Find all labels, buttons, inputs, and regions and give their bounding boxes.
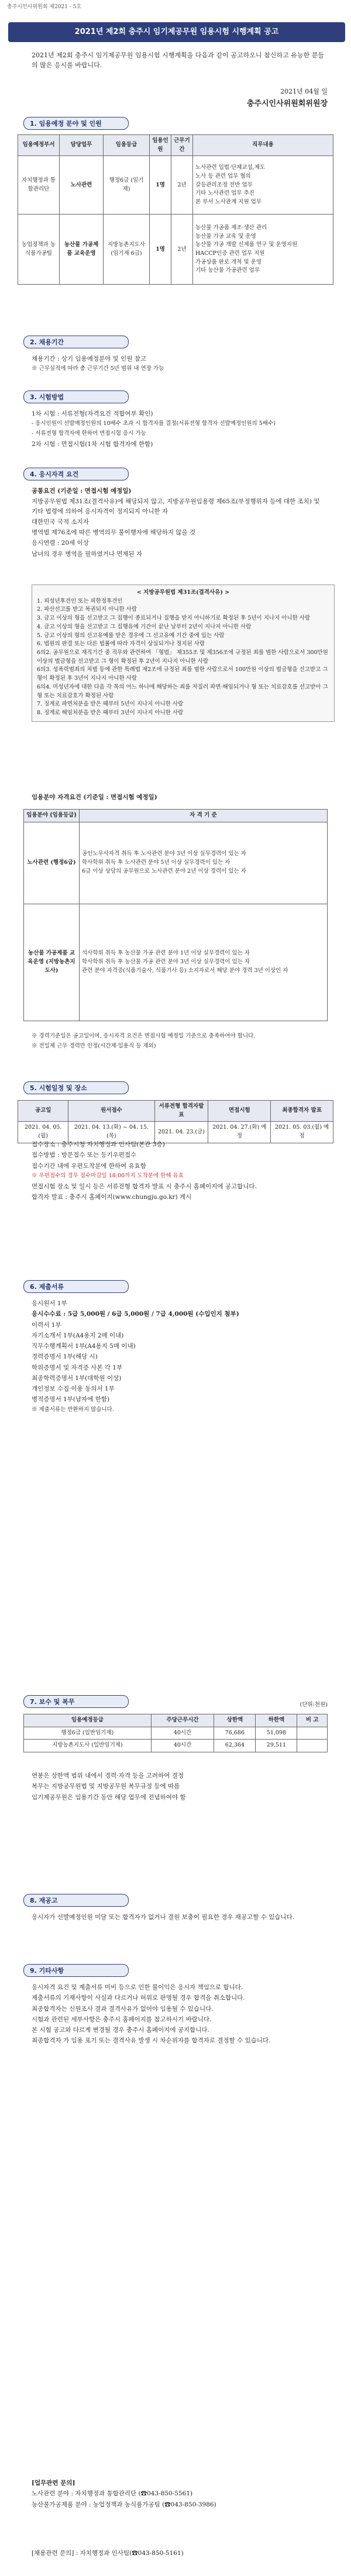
cell-count: 1명 [150, 215, 171, 285]
para: 직무수행계획서 1부(A4용지 5매 이내) [32, 1343, 136, 1350]
para: 합격자 발표 : 충주시 홈페이지(www.chungju.go.kr) 게시 [32, 1193, 192, 1201]
para: 남녀의 경우 병역을 필하였거나 면제된 자 [32, 550, 143, 558]
para: ※ 우편접수의 경우 접수마감일 18:00까지 도착분에 한해 유효 [32, 1172, 184, 1179]
cell: 2021. 04. 27.(화) 예정 [208, 1122, 271, 1143]
schedule-table [18, 1100, 333, 1143]
cell-duties [193, 156, 333, 215]
cell-duties [193, 215, 333, 285]
disq-item: 6. 법원의 판결 또는 다른 법률에 따라 자격이 상실되거나 정지된 사람 [37, 641, 205, 648]
para: 경력증명서 1부(해당 시) [32, 1353, 98, 1361]
th-task: 담당업무 [60, 135, 104, 156]
cell: 2021. 04. 05.(월) [18, 1122, 68, 1143]
para: ※ 근무실적에 따라 총 근무기간 5년 범위 내 연장 가능 [32, 365, 164, 372]
section-2-heading: 2. 채용기간 [23, 336, 129, 348]
criteria-item: 6급 이상 상당의 공무원으로 노사관련 분야 2년 이상 경력이 있는 자 [82, 867, 246, 874]
table-row [24, 1740, 328, 1752]
para: 응시연령 : 20세 이상 [32, 540, 89, 547]
table-row [24, 1727, 328, 1740]
th-hours: 주당근무시간 [151, 1714, 214, 1727]
th-field: 임용분야 (임용등급) [24, 810, 80, 822]
para: 응시원서 1부 [32, 1300, 67, 1307]
cell-grade: 지방농촌지도사 (임기제 6급) [104, 215, 150, 285]
para: 이력서 1부 [32, 1321, 61, 1329]
cell-dept: 농업정책과 농식품가공팀 [18, 215, 60, 285]
duty-item: 기타 노사관련 업무 추진 [195, 190, 254, 197]
duty-item: 농산물 가공 교육 및 운영 [195, 233, 256, 240]
para: 1차 시험 : 서류전형(자격요건 적합여부 확인) [32, 410, 153, 417]
para: - 서류전형 합격자에 한하여 면접시험 응시 가능 [32, 430, 146, 437]
th-criteria: 자 격 기 준 [80, 810, 328, 822]
disq-item: 6의4. 미성년자에 대한 다음 각 목의 어느 하나에 해당하는 죄를 저질러 파면·해임되거나 형 또는 치료감호를 선고받아 그 형 또는 치료감호가 확정된 사람 [37, 683, 328, 699]
section-6-heading: 6. 제출서류 [23, 1280, 129, 1293]
para: 제출서류의 기재사항이 사실과 다르거나 허위로 판명될 경우 합격을 취소합니다. [32, 1994, 245, 2002]
para: 접수기간 내에 우편도착분에 한하여 유효함 [32, 1162, 146, 1170]
para: 응시자가 선발예정인원 미달 또는 합격자가 없거나 결원 보충이 필요한 경우 재공고할 수 있습니다. [32, 1914, 295, 1921]
th-max: 상한액 [214, 1714, 256, 1727]
disq-item: 2. 파산선고를 받고 복권되지 아니한 사람 [37, 606, 137, 613]
header-topline: 충주시인사위원회 제2021 - 5호 [7, 4, 82, 10]
criteria-item: 공인노무사자격 취득 후 노사관련 분야 3년 이상 실무경력이 있는 자 [82, 850, 247, 857]
cell: 2021. 05. 03.(월) 예정 [271, 1122, 333, 1143]
th-doc-pass: 서류전형 합격자발표 [154, 1101, 208, 1122]
th-announce: 공고일 [18, 1101, 68, 1122]
th-duties: 직무내용 [193, 135, 333, 156]
cell: 62,364 [214, 1740, 256, 1752]
para: 임기제공무원은 임용기간 동안 해당 업무에 전념하여야 함 [32, 1793, 186, 1801]
notice-date: 2021년 04월 일 [280, 88, 328, 95]
section-1-heading: 1. 임용예정 분야 및 인원 [23, 117, 129, 130]
para: 응시자격 요건 및 제출서류 미비 등으로 인한 불이익은 응시자 책임으로 합니다. [32, 1984, 243, 1991]
th-grade: 임용등급 [104, 135, 150, 156]
duty-item: 기타 농산물 가공관련 업무 [195, 267, 260, 274]
section-4-notes [32, 1032, 324, 1052]
section-8-body [32, 1913, 324, 1923]
para: 대한민국 국적 소지자 [32, 518, 89, 525]
para: 2차 시험 : 면접시험(1차 시험 합격자에 한함) [32, 440, 153, 448]
cell-count: 1명 [150, 156, 171, 215]
duty-item: 농산물 가공 개발 신제품 연구 및 운영지원 [195, 241, 298, 248]
cell: 2021. 04. 23.(금) [154, 1122, 208, 1143]
section-7-body [32, 1771, 324, 1803]
para: 면접시험 장소 및 일시 등은 서류전형 합격자 발표 시 충주시 홈페이지에 공고합니다. [32, 1182, 257, 1190]
section-9-heading: 9. 기타사항 [23, 1964, 129, 1977]
page-title: 2021년 제2회 충주시 임기제공무원 임용시험 시행계획 공고 [8, 22, 345, 42]
cell: 29,511 [256, 1740, 297, 1752]
para: 채용기간 : 상기 임용예정분야 및 인원 참고 [32, 355, 146, 362]
duty-item: 노사 등 관련 업무 협의 [195, 172, 251, 179]
unit-label: (단위:천원) [300, 1702, 328, 1708]
disq-item: 5. 금고 이상의 형의 선고유예를 받은 경우에 그 선고유예 기간 중에 있는 사람 [37, 632, 225, 639]
th-period: 근무기간 [171, 135, 193, 156]
para: 본 시험 공고와 다르게 변경될 경우 충주시 홈페이지에 공지합니다. [32, 2027, 209, 2034]
contact-item: 노사관련 분야 : 자치행정과 통합관리단 (☎043-850-5561) [32, 2490, 193, 2498]
para: 병적증명서 1부(남자에 한함) [32, 1396, 110, 1403]
para: 지방공무원법 제31조(결격사유)에 해당되지 않고, 지방공무원임용령 제65조(부정행위자 등에 대한 조치) 및 기타 법령에 의하여 응시자격이 정지되지 아니한 자 [32, 498, 320, 515]
para: 개인정보 수집·이용 동의서 1부 [32, 1385, 115, 1393]
cell-field: 노사관련 (행정6급) [24, 822, 80, 904]
cell-task: 노사관련 [60, 156, 104, 215]
section-3-body [32, 409, 324, 450]
cell-task: 농산물 가공제품 교육운영 [60, 215, 104, 285]
section-7-heading: 7. 보수 및 복무 [23, 1695, 129, 1708]
para: 병역법 제76조에 따른 병역의무 불이행자에 해당하지 않을 것 [32, 529, 196, 537]
th-apply: 원서접수 [68, 1101, 154, 1122]
para: 자기소개서 1부(A4용지 2매 이내) [32, 1332, 124, 1339]
cell-period: 2년 [171, 156, 193, 215]
section-8-heading: 8. 재공고 [23, 1894, 129, 1907]
para: 접수장소 : 충주시청 자치행정과 인사팀(본관 3층) [32, 1141, 165, 1148]
para: 최종합격자는 신원조사 결과 결격사유가 없어야 임용될 수 있습니다. [32, 2005, 214, 2013]
th-final: 최종합격자 발표 [271, 1101, 333, 1122]
note: ※ 경력기준일은 공고일이며, 응시자격 요건은 면접시험 예정일 기준으로 충족하여야 합니다. [32, 1033, 256, 1039]
disq-item: 8. 징계로 해임처분을 받은 때부터 3년이 지나지 아니한 사람 [37, 710, 184, 717]
section-9-body [32, 1983, 324, 2047]
disq-item: 1. 피성년후견인 또는 피한정후견인 [37, 597, 123, 604]
table-row [18, 156, 333, 215]
cell [297, 1740, 328, 1752]
salary-table [23, 1714, 328, 1752]
cell: 40시간 [151, 1727, 214, 1740]
criteria-item: 관련 분야 자격증(식품기술사, 식품기사 등) 소지자로서 해당 분야 경력 3년 이상인 자 [82, 967, 288, 974]
cell-field: 농산물 가공제품 교육운영 (지방농촌지도사) [24, 904, 80, 1021]
table-row [24, 904, 328, 1021]
th-note: 비 고 [297, 1714, 328, 1727]
cell-dept: 자치행정과 통합관리단 [18, 156, 60, 215]
issuing-org: 충주시인사위원회위원장 [246, 99, 328, 108]
qualification-table [23, 809, 328, 1021]
section-2-body [32, 354, 324, 375]
th-interview: 면접시험 [208, 1101, 271, 1122]
section-4-sub: 임용분야 자격요건 (기준일 : 면접시험 예정일) [32, 794, 157, 801]
apply-contact: [채용관련 문의] : 자치행정과 인사팀(☎043-850-5161) [32, 2550, 184, 2557]
section-3-heading: 3. 시험방법 [23, 390, 129, 403]
duty-item: 노사관련 입법·단체교섭,제도 [195, 164, 266, 171]
para: ※ 제출서류는 반환하지 않습니다. [32, 1406, 114, 1413]
section-4-body [32, 486, 324, 560]
cell: 행정6급 (일반임기제) [24, 1727, 152, 1740]
th-min: 하한액 [256, 1714, 297, 1727]
cell: 지방농촌지도사 (일반임기제) [24, 1740, 152, 1752]
section-4-heading: 4. 응시자격 요건 [23, 468, 129, 480]
cell: 2021. 04. 13.(화) ~ 04. 15.(목) [68, 1122, 154, 1143]
disq-item: 7. 징계로 파면처분을 받은 때부터 5년이 지나지 아니한 사람 [37, 701, 184, 708]
note: ※ 전일제 근무 경력만 인정(시간제·일용직 등 제외) [32, 1042, 156, 1049]
para: - 응시인원이 선발예정인원의 10배수 초과 시 합격자를 결정(서류전형 합격자 선발예정인원의 5배수) [32, 420, 276, 427]
duty-item: 갈등관리조정 전반 업무 [195, 181, 253, 188]
table-row [24, 822, 328, 904]
th-grade: 임용예정등급 [24, 1714, 152, 1727]
duty-item: 가공상품 판로 개척 및 운영 [195, 258, 262, 265]
cell-criteria [80, 822, 328, 904]
intro-paragraph: 2021년 제2회 충주시 임기제공무원 임용시험 시행계획을 다음과 같이 공고하오니 참신하고 유능한 분들의 많은 응시를 바랍니다. [32, 51, 324, 70]
th-dept: 임용예정부서 [18, 135, 60, 156]
cell: 76,686 [214, 1727, 256, 1740]
para: 연봉은 상한액 범위 내에서 경력·자격 등을 고려하여 결정 [32, 1772, 184, 1779]
positions-table [18, 134, 333, 285]
cell-criteria [80, 904, 328, 1021]
th-count: 임용인원 [150, 135, 171, 156]
disq-item: 4. 금고 이상의 형을 선고받고 그 집행유예 기간이 끝난 날부터 2년이 지나지 아니한 사람 [37, 623, 252, 630]
disq-item: 3. 금고 이상의 형을 선고받고 그 집행이 종료되거나 집행을 받지 아니하기로 확정된 후 5년이 지나지 아니한 사람 [37, 615, 311, 622]
disqualification-box [32, 585, 335, 722]
contact-title: [업무관련 문의] [32, 2480, 75, 2487]
cell-grade: 행정6급 (임기제) [104, 156, 150, 215]
para: 공통요건 (기준일 : 면접시험 예정일) [32, 487, 132, 495]
disq-title: < 지방공무원법 제31조(결격사유) > [136, 589, 230, 596]
contact-item: 농산물가공제품 분야 : 농업정책과 농식품가공팀 (☎043-850-3986) [32, 2501, 216, 2508]
duty-item: 본 부서 노사관계 지원 업무 [195, 199, 262, 206]
table-row [18, 215, 333, 285]
cell-period: 2년 [171, 215, 193, 285]
section-5-body [32, 1140, 324, 1203]
section-5-heading: 5. 시험일정 및 장소 [23, 1081, 129, 1094]
para: 접수방법 : 방문접수 또는 등기우편접수 [32, 1152, 137, 1159]
duty-item: HACCP인증 관련 업무 지원 [195, 250, 265, 257]
para: 학위증명서 및 자격증 사본 각 1부 [32, 1364, 123, 1371]
criteria-item: 학사학위 취득 후 농산물 가공 관련 분야 3년 이상 실무경력이 있는 자 [82, 958, 250, 965]
criteria-item: 석사학위 취득 후 농산물 가공 관련 분야 1년 이상 실무경력이 있는 자 [82, 950, 250, 957]
duty-item: 농산물 가공품 제조·생산 관리 [195, 224, 267, 231]
contacts [32, 2478, 324, 2511]
disq-item: 6의3. 성폭력범죄의 처벌 등에 관한 특례법 제2조에 규정된 죄를 범한 사람으로서 100만원 이상의 벌금형을 선고받고 그 형이 확정된 후 3년이 지나지 아니한 사람 [37, 666, 328, 682]
cell: 51,098 [256, 1727, 297, 1740]
para: 시험과 관련된 세부사항은 충주시 홈페이지를 참고하시기 바랍니다. [32, 2015, 212, 2023]
disq-item: 6의2. 공무원으로 재직기간 중 직무와 관련하여 「형법」 제355조 및 제356조에 규정된 죄를 범한 사람으로서 300만원 이상의 벌금형을 선고받고 그 형이 확정된 후 2년이 지나지 아니한 사람 [37, 649, 328, 665]
cell: 40시간 [151, 1740, 214, 1752]
section-6-body [32, 1299, 324, 1415]
criteria-item: 학사학위 취득 후 노사관련 분야 5년 이상 실무경력이 있는 자 [82, 859, 230, 866]
para: 최종학력증명서 1부(대학원 이상) [32, 1374, 122, 1382]
cell [297, 1727, 328, 1740]
para: 복무는 지방공무원법 및 지방공무원 복무규정 등에 따름 [32, 1783, 180, 1790]
para: 최종합격자 가 임용 포기 또는 결격사유 발생 시 차순위자를 합격자로 결정할 수 있습니다. [32, 2037, 271, 2045]
para: 응시수수료 : 5급 5,000원 / 6급 5,000원 / 7급 4,000원 (수입인지 첨부) [32, 1311, 239, 1318]
